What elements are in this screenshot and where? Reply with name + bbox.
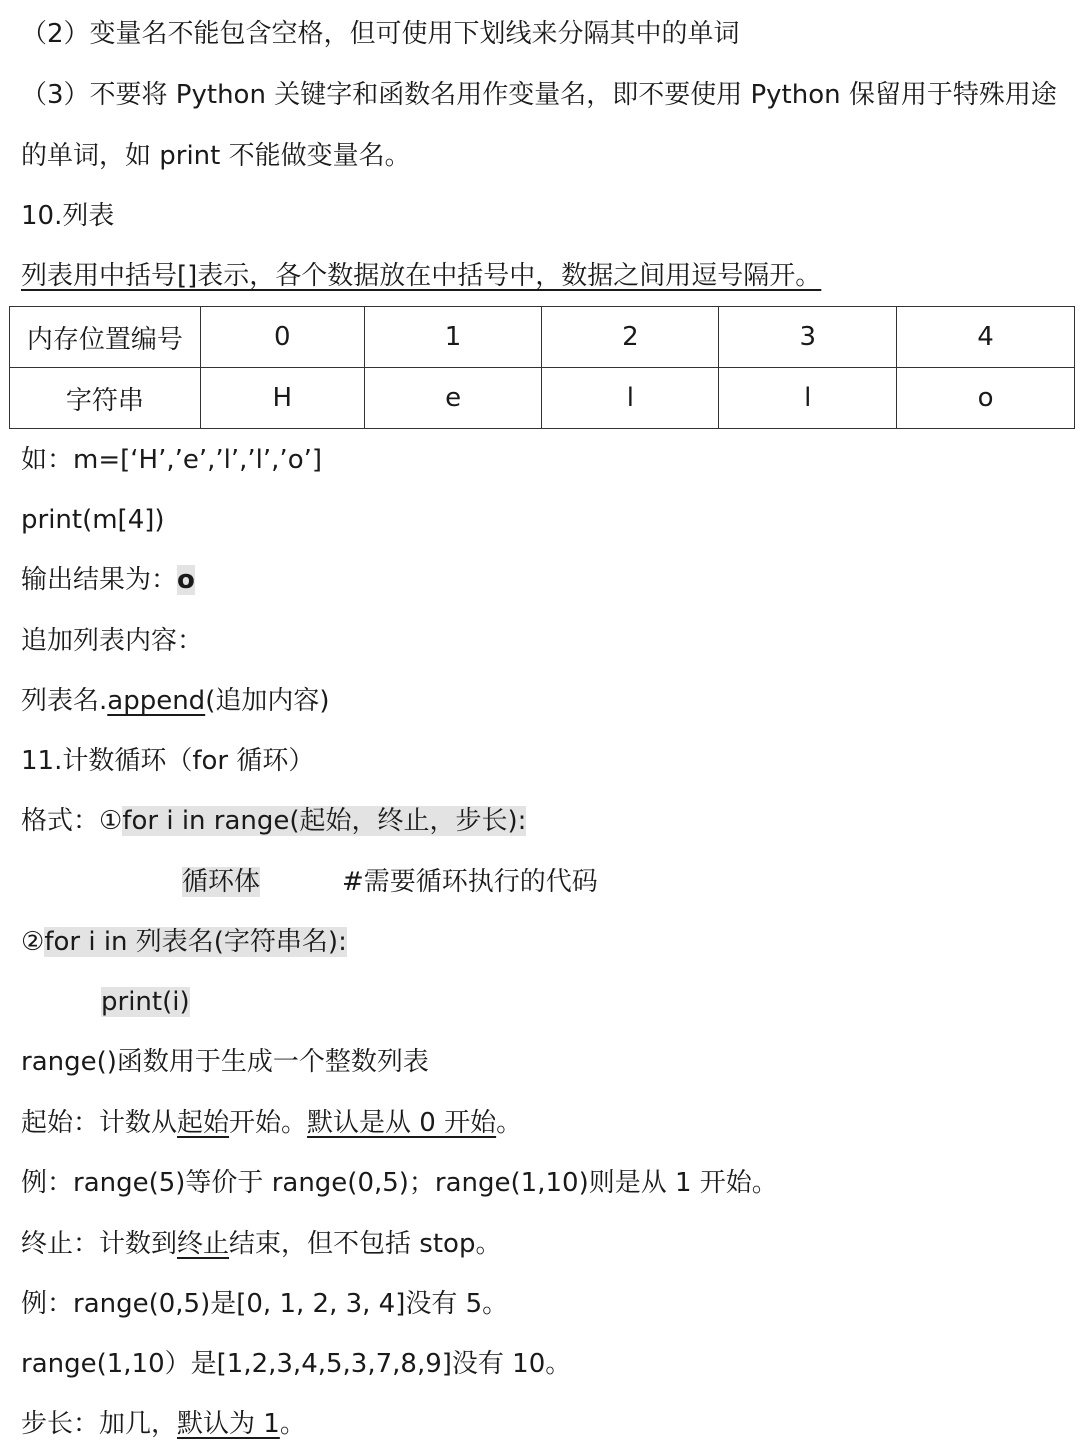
table-row-header: 字符串	[10, 368, 201, 429]
example-assignment-text: 如：m=[‘H’,’e’,’l’,’l’,’o’]	[21, 445, 323, 475]
start-text-b: 起始	[177, 1108, 230, 1138]
table-cell: H	[200, 368, 364, 429]
range-description-text: range()函数用于生成一个整数列表	[21, 1047, 429, 1077]
start-param	[21, 1106, 522, 1140]
range-description	[21, 1045, 429, 1079]
stop-example	[21, 1287, 508, 1321]
circled-one-marker: ①	[99, 806, 123, 836]
table-cell: l	[719, 368, 897, 429]
append-heading-text: 追加列表内容：	[21, 626, 204, 656]
step-text-c: 。	[279, 1409, 306, 1439]
example-assignment	[21, 443, 322, 477]
section-11-heading-text: 11.计数循环（for 循环）	[21, 746, 315, 776]
append-prefix: 列表名.	[21, 686, 108, 716]
start-example	[21, 1166, 778, 1200]
section-11-heading	[21, 744, 314, 778]
stop-text-b: 终止	[177, 1229, 230, 1259]
format-2	[21, 925, 347, 959]
section-10-heading-text: 10.列表	[21, 201, 115, 231]
loop-body-text: 循环体	[182, 867, 261, 897]
table-cell: 4	[897, 307, 1075, 368]
range-example-2	[21, 1347, 571, 1381]
table-cell: 2	[542, 307, 719, 368]
output-label: 输出结果为：	[21, 565, 178, 595]
example-output	[21, 563, 195, 597]
example-print-text: print(m[4])	[21, 505, 165, 535]
append-heading	[21, 624, 203, 658]
memory-position-table	[9, 306, 1075, 429]
stop-text-c: 结束，但不包括 stop。	[229, 1229, 502, 1259]
start-default: 默认是从 0 开始	[307, 1108, 497, 1138]
table-cell: 1	[364, 307, 542, 368]
start-text-a: 起始：计数从	[21, 1108, 178, 1138]
step-param	[21, 1407, 306, 1441]
table-row	[10, 307, 1075, 368]
stop-text-a: 终止：计数到	[21, 1229, 178, 1259]
loop-comment: #需要循环执行的代码	[342, 867, 598, 897]
format-1-code: for i in range(起始，终止，步长):	[122, 806, 527, 836]
table-row	[10, 368, 1075, 429]
rule-3-line-1	[21, 78, 1057, 112]
step-default: 默认为 1	[177, 1409, 280, 1439]
range-example-2-text: range(1,10）是[1,2,3,4,5,3,7,8,9]没有 10。	[21, 1349, 572, 1379]
loop-body-line	[182, 865, 598, 899]
start-text-e: 。	[496, 1108, 523, 1138]
format-2-body-text: print(i)	[101, 987, 190, 1017]
table-cell: l	[542, 368, 719, 429]
format-2-code: for i in 列表名(字符串名):	[44, 927, 347, 957]
section-10-description-text: 列表用中括号[]表示，各个数据放在中括号中，数据之间用逗号隔开。	[21, 261, 822, 291]
start-text-c: 开始。	[229, 1108, 308, 1138]
format-1	[21, 804, 526, 838]
start-example-text: 例：range(5)等价于 range(0,5)；range(1,10)则是从 1 开始。	[21, 1168, 778, 1198]
example-print	[21, 503, 165, 537]
format-label: 格式：	[21, 806, 100, 836]
rule-2-text: （2）变量名不能包含空格，但可使用下划线来分隔其中的单词	[21, 19, 740, 49]
table-cell: 0	[200, 307, 364, 368]
rule-3-text-b: 的单词，如 print 不能做变量名。	[21, 141, 411, 171]
table-cell: e	[364, 368, 542, 429]
rule-3-text-a: （3）不要将 Python 关键字和函数名用作变量名，即不要使用 Python 保留用于特殊用途	[21, 80, 1057, 110]
append-suffix: (追加内容)	[205, 686, 330, 716]
output-value: o	[177, 565, 195, 595]
section-10-heading	[21, 199, 114, 233]
rule-2	[21, 17, 740, 51]
rule-3-line-2	[21, 139, 411, 173]
table-row-header: 内存位置编号	[10, 307, 201, 368]
table-cell: o	[897, 368, 1075, 429]
append-method: append	[107, 686, 206, 716]
circled-two-marker: ②	[21, 927, 45, 957]
append-syntax	[21, 684, 329, 718]
table-cell: 3	[719, 307, 897, 368]
step-text-a: 步长：加几，	[21, 1409, 178, 1439]
format-2-body	[101, 985, 190, 1019]
section-10-description	[21, 259, 821, 293]
stop-example-text: 例：range(0,5)是[0, 1, 2, 3, 4]没有 5。	[21, 1289, 509, 1319]
stop-param	[21, 1227, 501, 1261]
